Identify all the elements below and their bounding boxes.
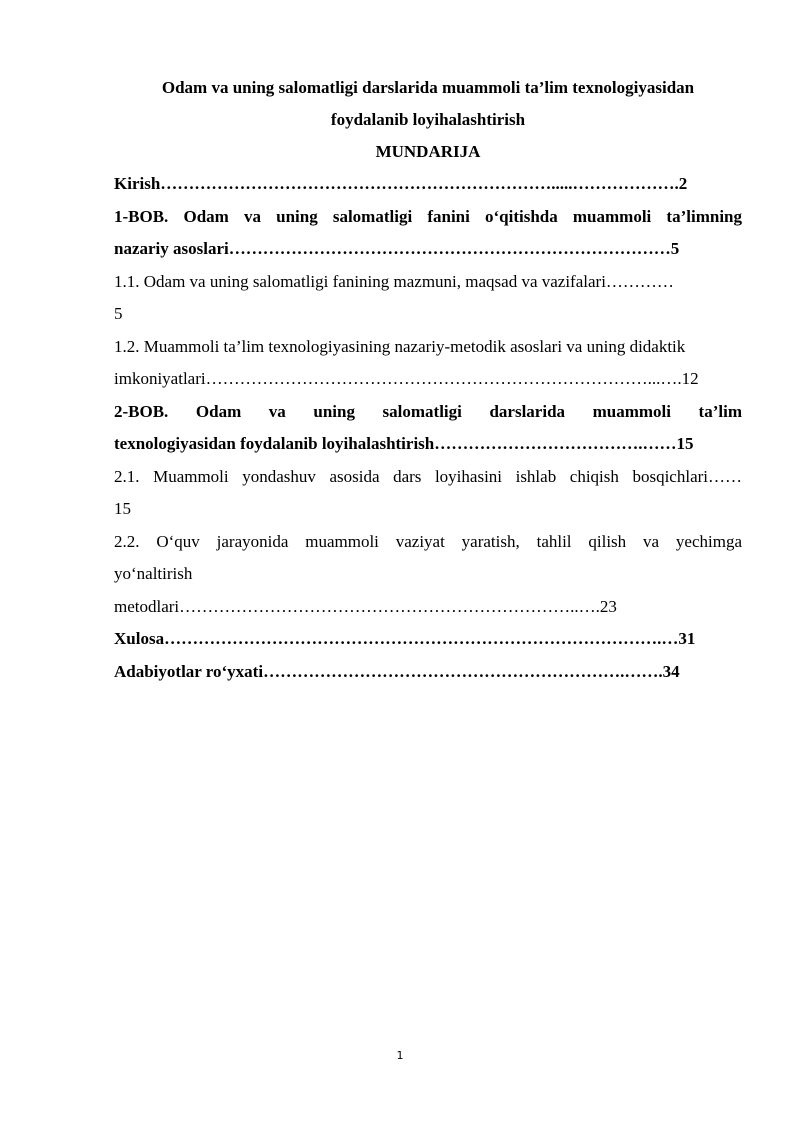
toc-line: 5 bbox=[114, 304, 123, 323]
document-title-line-2: foydalanib loyihalashtirish bbox=[330, 110, 526, 129]
toc-line: Xulosa…………………………………………………………………………….…31 bbox=[114, 629, 696, 648]
table-of-contents bbox=[114, 168, 742, 688]
toc-line: imkoniyatlari……………………………………………………………………...….12 bbox=[114, 369, 699, 388]
toc-entry-section-1-2[interactable] bbox=[114, 331, 742, 396]
toc-line: yo‘naltirish bbox=[114, 564, 193, 583]
toc-entry-section-2-1[interactable] bbox=[114, 461, 742, 526]
toc-line: Adabiyotlar ro‘yxati……………………………………………………….…….34 bbox=[114, 661, 680, 681]
toc-line: 1-BOB. Odam va uning salomatligi fanini o‘qitishda muammoli ta’limning bbox=[114, 206, 742, 226]
toc-line: 15 bbox=[114, 499, 131, 518]
toc-line: 2-BOB. Odam va uning salomatligi darslarida muammoli ta’lim bbox=[114, 401, 742, 421]
toc-entry-section-1-1[interactable] bbox=[114, 266, 742, 331]
toc-line: nazariy asoslari……………………………………………………………………5 bbox=[114, 239, 680, 258]
page-number: 1 bbox=[396, 1049, 404, 1062]
toc-line: texnologiyasidan foydalanib loyihalashtirish……………………………….……15 bbox=[114, 434, 694, 453]
document-content bbox=[114, 72, 742, 688]
toc-line: metodlari……………………………………………………………..….23 bbox=[114, 596, 617, 616]
toc-line: 2.2. O‘quv jarayonida muammoli vaziyat yaratish, tahlil qilish va yechimga bbox=[114, 531, 742, 551]
toc-line: Kirish…………………………………………………………….....……………….2 bbox=[114, 174, 688, 193]
document-title-line-1: Odam va uning salomatligi darslarida muammoli ta’lim texnologiyasidan bbox=[161, 78, 695, 97]
toc-line: 1.2. Muammoli ta’lim texnologiyasining nazariy-metodik asoslari va uning didaktik bbox=[114, 336, 686, 356]
toc-entry-xulosa[interactable] bbox=[114, 623, 742, 656]
toc-line: 1.1. Odam va uning salomatligi fanining mazmuni, maqsad va vazifalari………… bbox=[114, 271, 674, 291]
toc-entry-chapter-1[interactable] bbox=[114, 201, 742, 266]
toc-entry-section-2-2[interactable] bbox=[114, 526, 742, 624]
toc-entry-chapter-2[interactable] bbox=[114, 396, 742, 461]
toc-entry-kirish[interactable] bbox=[114, 168, 742, 201]
toc-line: 2.1. Muammoli yondashuv asosida dars loyihasini ishlab chiqish bosqichlari…… bbox=[114, 466, 742, 486]
toc-entry-adabiyotlar[interactable] bbox=[114, 656, 742, 689]
toc-heading: MUNDARIJA bbox=[375, 142, 481, 161]
